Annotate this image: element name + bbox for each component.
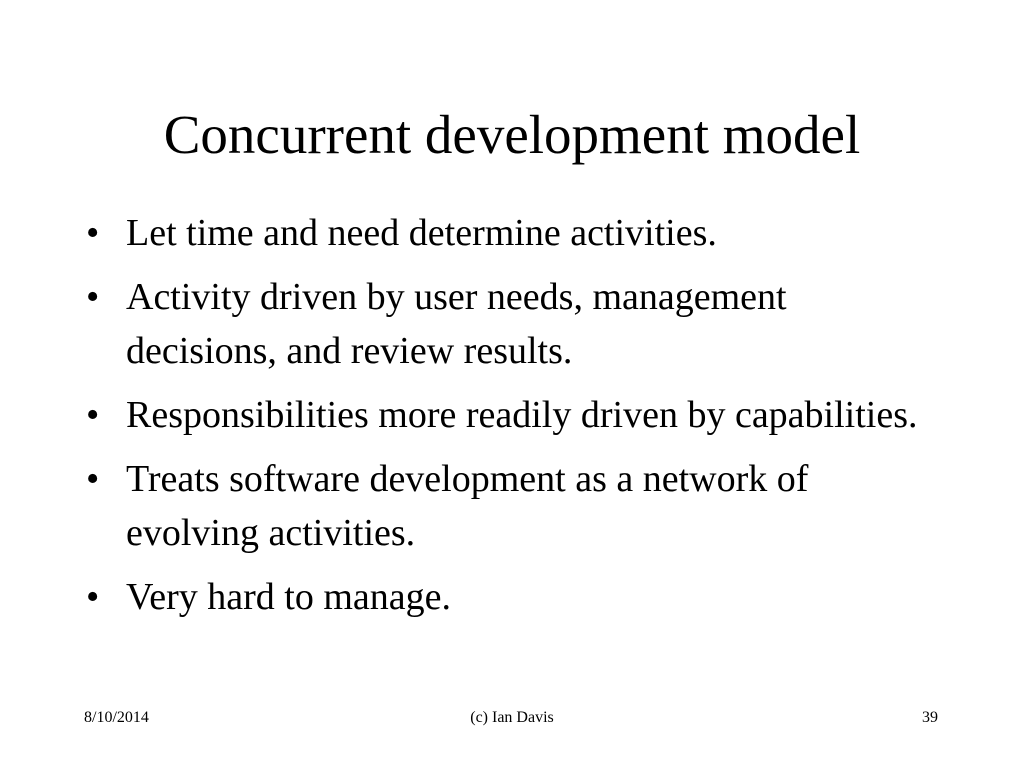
bullet-icon: • [86,276,100,318]
bullet-item [86,388,946,442]
slide-title: Concurrent development model [163,104,861,165]
bullet-item [86,570,946,624]
page-number: 39 [922,709,938,726]
footer-author: (c) Ian Davis [470,709,554,726]
bullet-item [86,206,946,260]
bullet-icon: • [86,576,100,618]
bullet-text: Responsibilities more readily driven by capabilities. [126,394,918,436]
footer-date: 8/10/2014 [84,709,149,726]
bullet-icon: • [86,212,100,254]
bullet-icon: • [86,394,100,436]
bullet-text: Activity driven by user needs, management decisions, and review results. [126,276,787,372]
bullet-item [86,452,946,560]
bullet-icon: • [86,458,100,500]
bullet-list [86,206,946,634]
bullet-text: Treats software development as a network of evolving activities. [126,458,809,554]
bullet-item [86,270,946,378]
bullet-text: Very hard to manage. [126,576,451,618]
bullet-text: Let time and need determine activities. [126,212,717,254]
